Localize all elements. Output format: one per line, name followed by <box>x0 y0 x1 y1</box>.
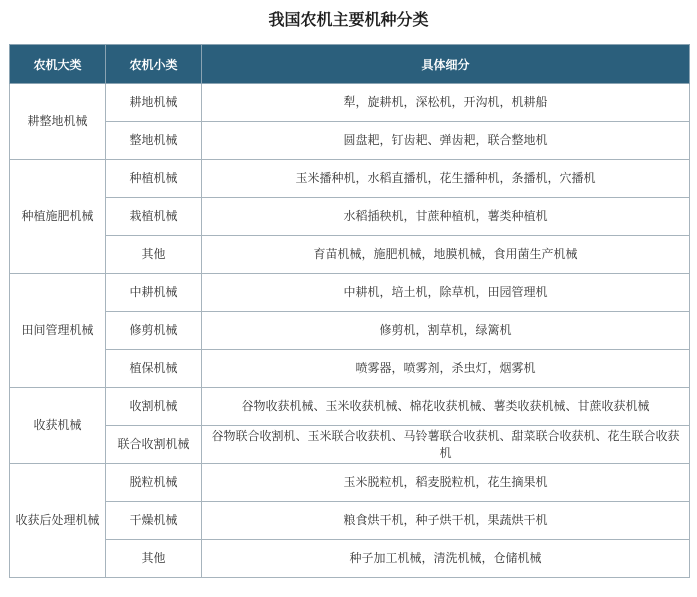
detail-cell: 修剪机，割草机，绿篱机 <box>202 312 690 350</box>
minor-category-cell: 其他 <box>106 236 202 274</box>
detail-cell: 玉米脱粒机，稻麦脱粒机，花生摘果机 <box>202 464 690 502</box>
minor-category-cell: 收割机械 <box>106 388 202 426</box>
table-row <box>10 388 690 426</box>
major-category-cell: 收获后处理机械 <box>10 464 106 578</box>
minor-category-cell: 耕地机械 <box>106 84 202 122</box>
table-row <box>10 84 690 122</box>
minor-category-cell: 修剪机械 <box>106 312 202 350</box>
detail-cell: 中耕机，培土机，除草机，田园管理机 <box>202 274 690 312</box>
detail-cell: 粮食烘干机，种子烘干机，果蔬烘干机 <box>202 502 690 540</box>
table-row <box>10 312 690 350</box>
header-detail: 具体细分 <box>202 45 690 84</box>
minor-category-cell: 干燥机械 <box>106 502 202 540</box>
minor-category-cell: 整地机械 <box>106 122 202 160</box>
major-category-cell: 耕整地机械 <box>10 84 106 160</box>
minor-category-cell: 脱粒机械 <box>106 464 202 502</box>
minor-category-cell: 中耕机械 <box>106 274 202 312</box>
detail-cell: 玉米播种机，水稻直播机，花生播种机，条播机，穴播机 <box>202 160 690 198</box>
table-row <box>10 540 690 578</box>
major-category-cell: 种植施肥机械 <box>10 160 106 274</box>
minor-category-cell: 种植机械 <box>106 160 202 198</box>
table-row <box>10 464 690 502</box>
table-row <box>10 198 690 236</box>
detail-cell: 谷物联合收割机、玉米联合收获机、马铃薯联合收获机、甜菜联合收获机、花生联合收获机 <box>202 426 690 464</box>
table-header-row <box>10 45 690 84</box>
table-row <box>10 160 690 198</box>
minor-category-cell: 其他 <box>106 540 202 578</box>
detail-cell: 喷雾器，喷雾剂，杀虫灯，烟雾机 <box>202 350 690 388</box>
detail-cell: 育苗机械，施肥机械，地膜机械，食用菌生产机械 <box>202 236 690 274</box>
detail-cell: 圆盘耙，钉齿耙、弹齿耙，联合整地机 <box>202 122 690 160</box>
table-row <box>10 426 690 464</box>
detail-cell: 谷物收获机械、玉米收获机械、棉花收获机械、薯类收获机械、甘蔗收获机械 <box>202 388 690 426</box>
minor-category-cell: 联合收割机械 <box>106 426 202 464</box>
classification-table <box>9 44 690 578</box>
major-category-cell: 收获机械 <box>10 388 106 464</box>
header-minor: 农机小类 <box>106 45 202 84</box>
minor-category-cell: 栽植机械 <box>106 198 202 236</box>
minor-category-cell: 植保机械 <box>106 350 202 388</box>
detail-cell: 犁，旋耕机，深松机，开沟机，机耕船 <box>202 84 690 122</box>
page-title: 我国农机主要机种分类 <box>268 10 429 29</box>
table-row <box>10 236 690 274</box>
table-row <box>10 502 690 540</box>
table-row <box>10 122 690 160</box>
detail-cell: 种子加工机械，清洗机械，仓储机械 <box>202 540 690 578</box>
major-category-cell: 田间管理机械 <box>10 274 106 388</box>
detail-cell: 水稻插秧机，甘蔗种植机，薯类种植机 <box>202 198 690 236</box>
header-major: 农机大类 <box>10 45 106 84</box>
table-row <box>10 274 690 312</box>
table-row <box>10 350 690 388</box>
